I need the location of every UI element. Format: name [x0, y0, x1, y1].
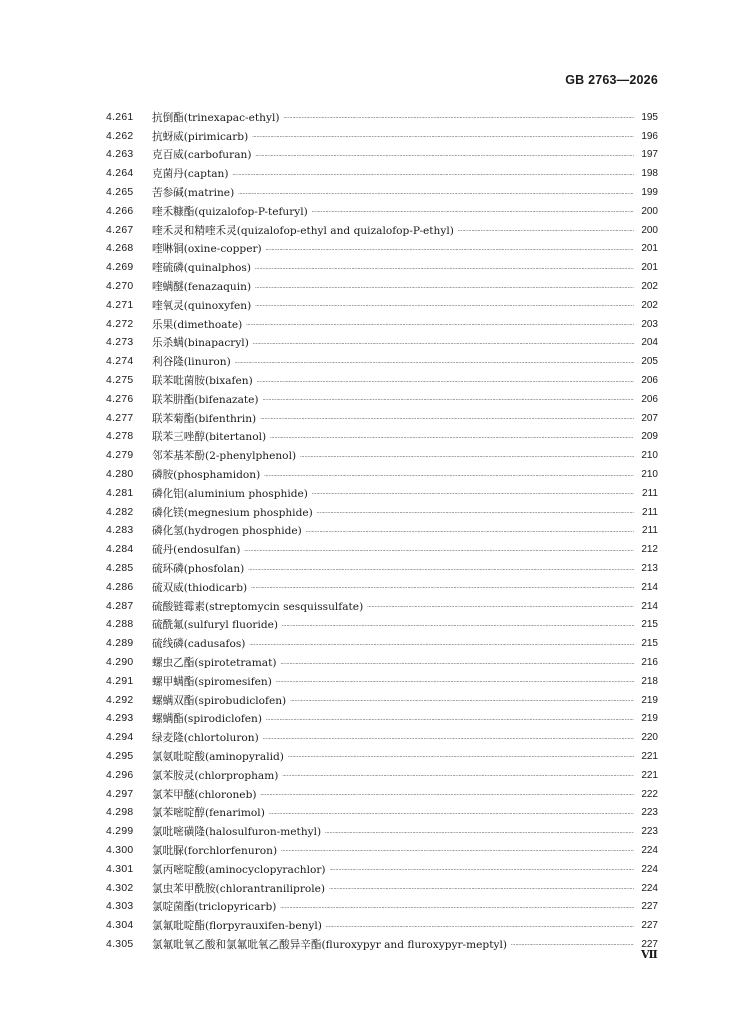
toc-entry-title: 抗蚜威(pirimicarb) [152, 130, 249, 143]
toc-entry-title: 氯丙嘧啶酸(aminocyclopyrachlor) [152, 863, 326, 876]
dot-leader [255, 264, 634, 272]
dot-leader [283, 113, 634, 121]
toc-entry[interactable] [106, 183, 658, 202]
toc-entry-number: 4.305 [106, 938, 134, 950]
toc-entry-title: 氯吡脲(forchlorfenuron) [152, 844, 278, 857]
toc-entry-page: 201 [641, 262, 658, 274]
toc-entry-title: 氯苯胺灵(chlorpropham) [152, 769, 279, 782]
dot-leader [232, 170, 634, 178]
toc-entry-title: 螺虫乙酯(spirotetramat) [152, 657, 277, 669]
toc-entry-title: 利谷隆(linuron) [152, 356, 231, 369]
toc-entry-page: 200 [641, 224, 658, 236]
toc-entry-title: 氯吡嘧磺隆(halosulfuron-methyl) [152, 826, 322, 839]
toc-entry-page: 215 [641, 619, 658, 631]
toc-entry-title: 联苯吡菌胺(bixafen) [152, 375, 253, 388]
toc-entry-page: 198 [641, 168, 658, 180]
toc-entry-number: 4.267 [106, 224, 134, 236]
toc-entry-page: 222 [641, 788, 658, 800]
toc-entry[interactable] [106, 428, 658, 447]
toc-entry[interactable] [106, 522, 658, 541]
toc-entry-title: 氯啶菌酯(triclopyricarb) [152, 901, 277, 914]
toc-entry-number: 4.274 [106, 356, 134, 368]
dot-leader [249, 640, 634, 648]
toc-entry-page: 215 [641, 638, 658, 650]
toc-entry-number: 4.304 [106, 920, 134, 932]
dot-leader [282, 621, 634, 629]
toc-entry[interactable] [106, 785, 658, 804]
toc-entry-title: 硫线磷(cadusafos) [152, 638, 246, 651]
toc-entry[interactable] [106, 446, 658, 465]
dot-leader [511, 940, 634, 948]
toc-entry-number: 4.300 [106, 844, 134, 856]
toc-entry-title: 喹啉铜(oxine-copper) [152, 243, 262, 256]
dot-leader [255, 283, 634, 291]
toc-entry[interactable] [106, 803, 658, 822]
toc-entry-title: 喹禾灵和精喹禾灵(quizalofop-ethyl and quizalofop-P-ethyl) [152, 224, 454, 237]
toc-entry[interactable] [106, 202, 658, 221]
toc-entry[interactable] [106, 164, 658, 183]
toc-entry[interactable] [106, 559, 658, 578]
toc-entry[interactable] [106, 710, 658, 729]
dot-leader [235, 358, 634, 366]
toc-entry[interactable] [106, 653, 658, 672]
toc-entry-page: 219 [641, 713, 658, 725]
toc-entry-page: 201 [641, 243, 658, 255]
toc-entry[interactable] [106, 747, 658, 766]
dot-leader [252, 132, 634, 140]
toc-entry-page: 209 [641, 431, 658, 443]
toc-entry-title: 螺螨双酯(spirobudiclofen) [152, 694, 287, 707]
dot-leader [329, 884, 634, 892]
toc-entry-title: 磷化镁(megnesium phosphide) [152, 506, 313, 519]
dot-leader [263, 395, 634, 403]
dot-leader [269, 809, 634, 817]
dot-leader [290, 696, 634, 704]
toc-entry[interactable] [106, 634, 658, 653]
toc-entry-page: 211 [642, 506, 658, 518]
toc-entry[interactable] [106, 296, 658, 315]
toc-entry-number: 4.262 [106, 130, 134, 142]
toc-entry-title: 氯氟吡氧乙酸和氯氟吡氧乙酸异辛酯(fluroxypyr and fluroxypyr-meptyl) [152, 938, 507, 951]
toc-entry-title: 喹螨醚(fenazaquin) [152, 281, 252, 294]
standard-code: GB 2763—2026 [565, 73, 658, 87]
toc-entry-number: 4.277 [106, 412, 134, 424]
toc-entry-number: 4.287 [106, 600, 134, 612]
dot-leader [251, 583, 634, 591]
toc-entry-page: 199 [641, 187, 658, 199]
toc-entry-page: 197 [641, 149, 658, 161]
dot-leader [330, 865, 634, 873]
dot-leader [312, 207, 634, 215]
toc-entry-number: 4.279 [106, 450, 134, 462]
toc-entry-number: 4.269 [106, 262, 134, 274]
toc-entry[interactable] [106, 334, 658, 353]
toc-entry-page: 207 [641, 412, 658, 424]
dot-leader [260, 790, 634, 798]
toc-entry-title: 螺甲螨酯(spiromesifen) [152, 675, 272, 688]
toc-entry[interactable] [106, 503, 658, 522]
toc-entry[interactable] [106, 465, 658, 484]
toc-entry-title: 氯苯嘧啶醇(fenarimol) [152, 807, 265, 820]
toc-entry-number: 4.263 [106, 149, 134, 161]
toc-entry-title: 联苯肼酯(bifenazate) [152, 393, 259, 406]
toc-entry-title: 联苯菊酯(bifenthrin) [152, 412, 257, 425]
dot-leader [276, 677, 634, 685]
toc-entry[interactable] [106, 935, 658, 954]
toc-entry-number: 4.261 [106, 111, 134, 123]
dot-leader [317, 508, 634, 516]
toc-entry-title: 硫丹(endosulfan) [152, 544, 241, 557]
toc-entry-title: 联苯三唑醇(bitertanol) [152, 431, 267, 444]
toc-entry[interactable] [106, 672, 658, 691]
toc-entry-title: 螺螨酯(spirodiclofen) [152, 713, 262, 726]
toc-entry[interactable] [106, 484, 658, 503]
toc-entry[interactable] [106, 146, 658, 165]
dot-leader [282, 771, 634, 779]
toc-entry-page: 200 [641, 205, 658, 217]
toc-entry[interactable] [106, 371, 658, 390]
toc-entry[interactable] [106, 616, 658, 635]
toc-entry-page: 202 [641, 281, 658, 293]
toc-entry-title: 邻苯基苯酚(2-phenylphenol) [152, 450, 297, 463]
toc-entry-number: 4.303 [106, 901, 134, 913]
toc-entry-title: 硫环磷(phosfolan) [152, 563, 245, 576]
toc-entry-number: 4.288 [106, 619, 134, 631]
page-folio: Ⅶ [641, 948, 658, 961]
dot-leader [266, 245, 634, 253]
toc-entry-number: 4.302 [106, 882, 134, 894]
dot-leader [255, 301, 634, 309]
toc-entry[interactable] [106, 879, 658, 898]
toc-entry-page: 196 [641, 130, 658, 142]
toc-entry[interactable] [106, 860, 658, 879]
toc-entry-page: 221 [641, 769, 658, 781]
dot-leader [255, 151, 634, 159]
toc-entry-page: 227 [641, 938, 658, 950]
toc-entry-title: 硫酸链霉素(streptomycin sesquissulfate) [152, 600, 364, 613]
toc-entry-title: 硫双威(thiodicarb) [152, 581, 248, 594]
dot-leader [280, 903, 634, 911]
dot-leader [326, 922, 634, 930]
toc-entry[interactable] [106, 240, 658, 259]
toc-entry[interactable] [106, 352, 658, 371]
toc-entry-number: 4.271 [106, 299, 134, 311]
toc-entry-number: 4.278 [106, 431, 134, 443]
toc-entry[interactable] [106, 258, 658, 277]
toc-entry-number: 4.289 [106, 638, 134, 650]
dot-leader [253, 339, 634, 347]
toc-entry-title: 喹禾糠酯(quizalofop-P-tefuryl) [152, 205, 308, 218]
dot-leader [257, 377, 634, 385]
toc-entry-page: 203 [641, 318, 658, 330]
toc-entry-title: 硫酰氟(sulfuryl fluoride) [152, 619, 279, 632]
toc-entry-page: 223 [641, 826, 658, 838]
toc-entry-number: 4.301 [106, 863, 134, 875]
toc-entry-number: 4.284 [106, 544, 134, 556]
toc-entry-page: 210 [641, 450, 658, 462]
toc-entry[interactable] [106, 390, 658, 409]
toc-entry-title: 喹氧灵(quinoxyfen) [152, 299, 252, 312]
toc-entry-number: 4.293 [106, 713, 134, 725]
toc-entry-title: 磷胺(phosphamidon) [152, 469, 261, 482]
dot-leader [300, 452, 634, 460]
toc-entry-page: 220 [641, 732, 658, 744]
toc-entry-page: 214 [641, 600, 658, 612]
toc-entry[interactable] [106, 822, 658, 841]
toc-entry-page: 202 [641, 299, 658, 311]
toc-entry-title: 苦参碱(matrine) [152, 187, 235, 200]
toc-entry-number: 4.280 [106, 469, 134, 481]
toc-entry[interactable] [106, 597, 658, 616]
table-of-contents [106, 108, 658, 954]
toc-entry-title: 氯氟吡啶酯(florpyrauxifen-benyl) [152, 920, 322, 933]
toc-entry-page: 218 [641, 675, 658, 687]
dot-leader [281, 846, 634, 854]
toc-entry-number: 4.281 [106, 487, 134, 499]
toc-entry-page: 219 [641, 694, 658, 706]
toc-entry-page: 211 [642, 487, 658, 499]
toc-entry-title: 氯苯甲醚(chloroneb) [152, 788, 257, 801]
toc-entry-number: 4.265 [106, 187, 134, 199]
dot-leader [244, 546, 634, 554]
dot-leader [458, 226, 634, 234]
toc-entry[interactable] [106, 277, 658, 296]
toc-entry-title: 克百威(carbofuran) [152, 149, 252, 162]
toc-entry-page: 206 [641, 375, 658, 387]
toc-entry-title: 乐杀螨(binapacryl) [152, 337, 249, 350]
dot-leader [288, 752, 634, 760]
toc-entry[interactable] [106, 691, 658, 710]
dot-leader [312, 489, 634, 497]
toc-entry-number: 4.290 [106, 657, 134, 668]
toc-entry-number: 4.266 [106, 205, 134, 217]
dot-leader [263, 734, 634, 742]
toc-entry-page: 214 [641, 581, 658, 593]
dot-leader [325, 828, 634, 836]
toc-entry-title: 磷化氢(hydrogen phosphide) [152, 525, 302, 538]
toc-entry-title: 氯虫苯甲酰胺(chlorantraniliprole) [152, 882, 326, 895]
dot-leader [246, 320, 634, 328]
toc-entry-title: 磷化铝(aluminium phosphide) [152, 487, 308, 500]
toc-entry-page: 212 [641, 544, 658, 556]
dot-leader [270, 433, 634, 441]
toc-entry[interactable] [106, 315, 658, 334]
toc-entry-title: 抗倒酯(trinexapac-ethyl) [152, 111, 280, 124]
toc-entry-number: 4.275 [106, 375, 134, 387]
dot-leader [306, 527, 634, 535]
toc-entry-page: 195 [641, 111, 658, 123]
toc-entry-page: 211 [642, 525, 658, 537]
dot-leader [238, 189, 634, 197]
toc-entry-number: 4.286 [106, 581, 134, 593]
toc-entry-number: 4.270 [106, 281, 134, 293]
toc-entry-number: 4.272 [106, 318, 134, 330]
toc-entry-page: 213 [641, 563, 658, 575]
dot-leader [260, 414, 634, 422]
toc-entry[interactable] [106, 916, 658, 935]
toc-entry-number: 4.291 [106, 675, 134, 687]
dot-leader [367, 602, 634, 610]
toc-entry-number: 4.298 [106, 807, 134, 819]
toc-entry-page: 224 [641, 844, 658, 856]
toc-entry[interactable] [106, 897, 658, 916]
toc-entry-title: 乐果(dimethoate) [152, 318, 243, 331]
toc-entry-page: 227 [641, 920, 658, 932]
toc-entry-number: 4.292 [106, 694, 134, 706]
dot-leader [266, 715, 634, 723]
dot-leader [248, 565, 634, 573]
toc-entry[interactable] [106, 766, 658, 785]
dot-leader [280, 659, 634, 667]
toc-entry-title: 喹硫磷(quinalphos) [152, 262, 251, 275]
toc-entry-number: 4.294 [106, 732, 134, 744]
toc-entry[interactable] [106, 578, 658, 597]
toc-entry[interactable] [106, 108, 658, 127]
toc-entry-title: 绿麦隆(chlortoluron) [152, 732, 259, 745]
toc-entry-number: 4.273 [106, 337, 134, 349]
toc-entry[interactable] [106, 409, 658, 428]
toc-entry[interactable] [106, 540, 658, 559]
toc-entry-page: 224 [641, 863, 658, 875]
toc-entry-number: 4.297 [106, 788, 134, 800]
toc-entry-number: 4.295 [106, 750, 134, 762]
toc-entry-page: 205 [641, 356, 658, 368]
toc-entry-page: 210 [641, 469, 658, 481]
toc-entry-page: 223 [641, 807, 658, 819]
toc-entry[interactable] [106, 841, 658, 860]
toc-entry-page: 224 [641, 882, 658, 894]
toc-entry-number: 4.285 [106, 563, 134, 575]
toc-entry-number: 4.268 [106, 243, 134, 255]
toc-entry-title: 克菌丹(captan) [152, 168, 229, 181]
toc-entry-number: 4.283 [106, 525, 134, 537]
toc-entry-title: 氯氨吡啶酸(aminopyralid) [152, 750, 284, 763]
toc-entry-number: 4.296 [106, 769, 134, 781]
dot-leader [264, 471, 634, 479]
toc-entry-page: 221 [641, 750, 658, 762]
toc-entry-number: 4.282 [106, 506, 134, 518]
toc-entry[interactable] [106, 728, 658, 747]
toc-entry-page: 206 [641, 393, 658, 405]
toc-entry-page: 227 [641, 901, 658, 913]
toc-entry-page: 204 [641, 337, 658, 349]
toc-entry[interactable] [106, 127, 658, 146]
toc-entry-number: 4.276 [106, 393, 134, 405]
toc-entry-number: 4.264 [106, 168, 134, 180]
toc-entry[interactable] [106, 221, 658, 240]
toc-entry-page: 216 [641, 657, 658, 668]
toc-entry-number: 4.299 [106, 826, 134, 838]
